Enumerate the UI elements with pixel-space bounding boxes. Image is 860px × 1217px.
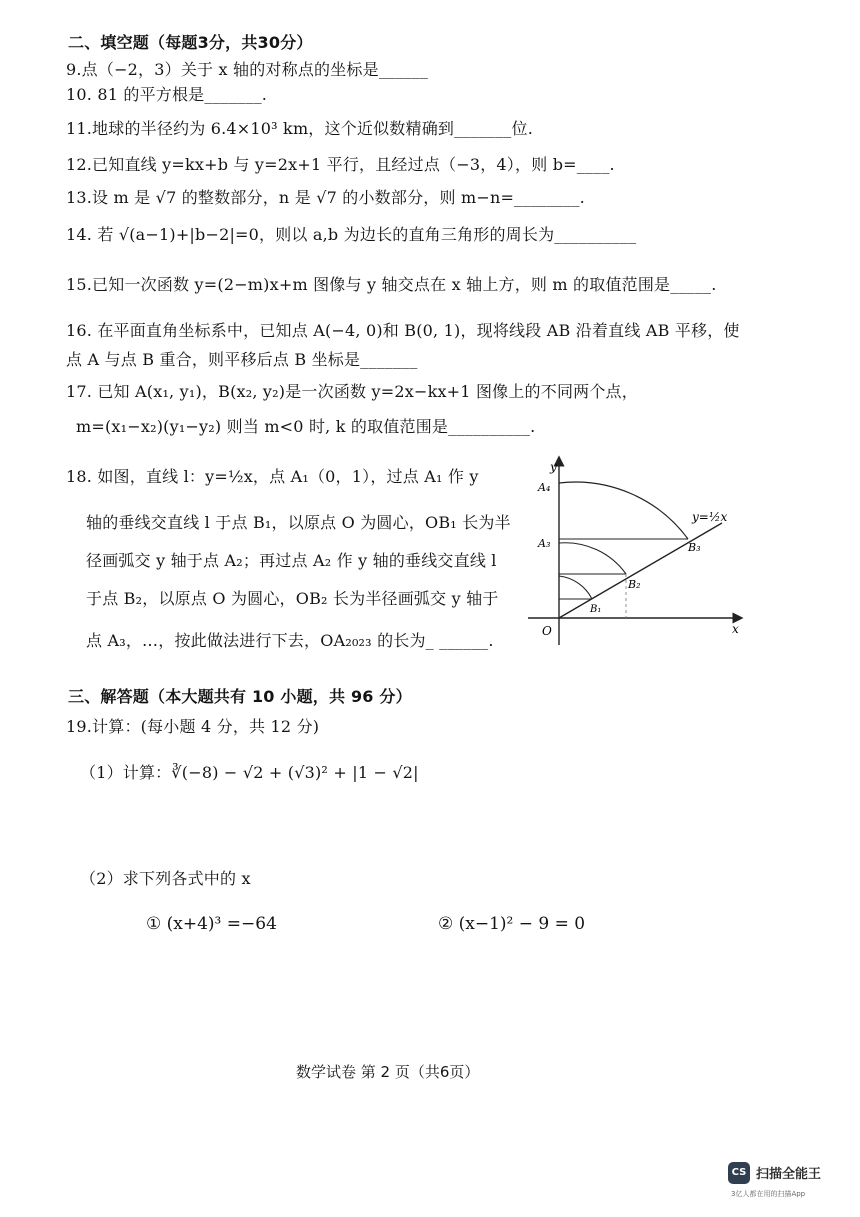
scanner-logo: CS [728,1162,750,1184]
equation-2: ② (x−1)² − 9 = 0 [438,914,586,934]
question-18-figure [528,455,748,655]
scanner-app-name: 扫描全能王 [756,1167,822,1182]
question-19-title: 19.计算：(每小题 4 分，共 12 分) [66,717,320,736]
question-17-line2: m=(x₁−x₂)(y₁−y₂) 则当 m<0 时, k 的取值范围是__________. [76,417,536,436]
origin-label: O [542,624,552,638]
question-18-line1: 18. 如图，直线 l：y=½x，点 A₁（0，1），过点 A₁ 作 y [66,467,479,486]
point-a3-label: A₃ [538,537,551,550]
equation-1: ① (x+4)³ =−64 [146,914,277,934]
question-12: 12.已知直线 y=kx+b 与 y=2x+1 平行，且经过点（−3，4），则 b=____. [66,155,615,174]
question-19-part1: （1）计算：∛(−8) − √2 + (√3)² + |1 − √2| [80,763,419,782]
x-axis-label: x [732,622,739,636]
arc-1 [559,576,592,599]
scanner-app-tagline: 3亿人都在用的扫描App [731,1190,806,1198]
point-a4-label: A₄ [538,481,551,494]
point-b3-label: B₃ [688,541,701,554]
point-b1-label: B₁ [590,604,602,615]
arc-2 [559,543,626,574]
question-15: 15.已知一次函数 y=(2−m)x+m 图像与 y 轴交点在 x 轴上方，则 m 的取值范围是_____. [66,275,717,294]
line-l [559,523,722,618]
point-b2-label: B₂ [628,578,641,591]
question-9: 9.点（−2，3）关于 x 轴的对称点的坐标是______ [66,60,429,79]
page-footer: 数学试卷 第 2 页（共6页） [296,1063,480,1081]
arc-3 [559,482,688,539]
question-11: 11.地球的半径约为 6.4×10³ km，这个近似数精确到_______位. [66,119,533,138]
section3-heading: 三、解答题（本大题共有 10 小题，共 96 分） [68,687,412,706]
y-axis-label: y [550,460,557,474]
question-18-line4: 于点 B₂，以原点 O 为圆心，OB₂ 长为半径画弧交 y 轴于 [86,589,499,608]
question-18-line2: 轴的垂线交直线 l 于点 B₁，以原点 O 为圆心，OB₁ 长为半 [86,513,511,532]
question-18-line5: 点 A₃，…，按此做法进行下去，OA₂₀₂₃ 的长为_ ______. [86,631,494,650]
section2-heading: 二、填空题（每题3分，共30分） [68,33,313,52]
question-19-part2: （2）求下列各式中的 x [80,869,251,888]
question-18-line3: 径画弧交 y 轴于点 A₂；再过点 A₂ 作 y 轴的垂线交直线 l [86,551,497,570]
question-16-line1: 16. 在平面直角坐标系中，已知点 A(−4, 0)和 B(0, 1)，现将线段 AB 沿着直线 AB 平移，使 [66,321,740,340]
question-14: 14. 若 √(a−1)+|b−2|=0，则以 a,b 为边长的直角三角形的周长为__________ [66,225,637,244]
line-label: y=½x [692,510,728,524]
question-10: 10. 81 的平方根是_______. [66,85,268,104]
question-13: 13.设 m 是 √7 的整数部分，n 是 √7 的小数部分，则 m−n=________. [66,188,585,207]
question-17-line1: 17. 已知 A(x₁, y₁)，B(x₂, y₂)是一次函数 y=2x−kx+1 图像上的不同两个点， [66,382,638,401]
question-16-line2: 点 A 与点 B 重合，则平移后点 B 坐标是_______ [66,350,418,369]
